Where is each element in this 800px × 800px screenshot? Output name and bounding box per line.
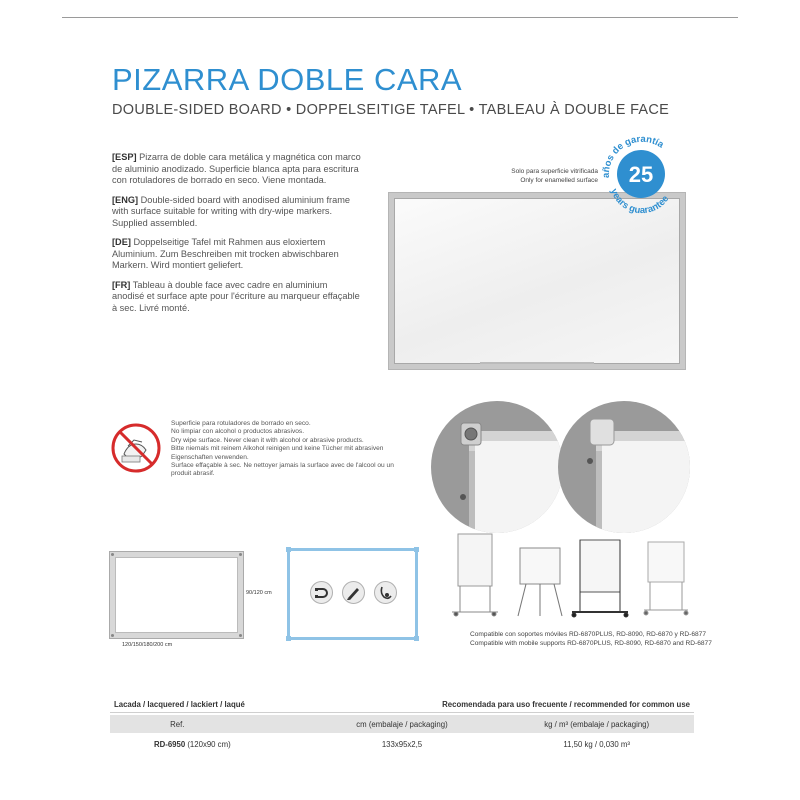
cell-ref: RD-6950 (120x90 cm) bbox=[153, 739, 231, 749]
description-fr: [FR] Tableau à double face avec cadre en aluminium anodisé et surface apte pour l'écriture au marqueur effaçable à sec. Livré monté. bbox=[112, 279, 360, 313]
cell-kg: 11,50 kg / 0,030 m³ bbox=[563, 739, 630, 749]
badge-top-text: años de garantía bbox=[600, 133, 666, 179]
finish-label: Lacada / lacquered / lackiert / laqué bbox=[114, 700, 245, 709]
surface-note: Solo para superficie vitrificada Only for enamelled surface bbox=[511, 168, 598, 184]
stand-2 bbox=[518, 548, 562, 616]
stand-4 bbox=[644, 542, 688, 615]
magnet-icon bbox=[310, 581, 333, 604]
description-esp: [ESP] Pizarra de doble cara metálica y magnética con marco de aluminio anodizado. Superficie blanca apta para escritura con rotuladores de borrado en seco. Viene montada. bbox=[112, 152, 361, 185]
description-eng: [ENG] Double-sided board with anodised aluminium frame with surface suitable for writing with dry-wipe markers. Supplied assembled. bbox=[112, 194, 350, 228]
width-dimension-label: 120/150/180/200 cm bbox=[122, 642, 173, 648]
description-block bbox=[112, 152, 362, 322]
guarantee-badge bbox=[595, 128, 687, 220]
page-title: PIZARRA DOBLE CARA bbox=[112, 62, 463, 97]
spec-top-row bbox=[110, 700, 694, 713]
description-de: [DE] Doppelseitige Tafel mit Rahmen aus eloxiertem Aluminium. Zum Beschreiben mit trocken abwischbaren Markern. Wird montiert geliefert. bbox=[112, 237, 339, 270]
badge-number: 25 bbox=[628, 162, 654, 187]
badge-bottom-text: years guarantee bbox=[608, 187, 672, 217]
cell-cm: 133x95x2,5 bbox=[381, 739, 423, 749]
header-ref: Ref. bbox=[170, 719, 185, 729]
top-divider bbox=[62, 17, 738, 18]
no-alcohol-warning-icon bbox=[110, 422, 162, 474]
height-dimension-label: 90/120 cm bbox=[246, 590, 272, 596]
usage-label: Recomendada para uso frecuente / recommended for common use bbox=[442, 700, 690, 709]
marker-icon bbox=[342, 581, 365, 604]
stand-3 bbox=[572, 540, 628, 617]
board-tray bbox=[480, 362, 594, 364]
dimension-diagram-board bbox=[110, 552, 243, 638]
frame-corner-closeup-1 bbox=[431, 401, 563, 533]
spec-table bbox=[110, 700, 694, 755]
stand-1 bbox=[452, 534, 498, 616]
table-row bbox=[110, 733, 694, 755]
page-subtitle: DOUBLE-SIDED BOARD • DOPPELSEITIGE TAFEL • TABLEAU À DOUBLE FACE bbox=[112, 102, 670, 118]
mobile-stands-image bbox=[452, 528, 692, 618]
features-diagram-board bbox=[287, 548, 418, 640]
cleaning-warning-text: Superficie para rotuladores de borrado en seco. No limpiar con alcohol o productos abrasivos. Dry wipe surface. Never clean it with alcohol or abrasive products. Bitte niemals mit reinem Alkohol reinigen und keine Tücher mit abrasiven Eigenschaften verwenden. Surface effaçable à sec. Ne nettoyer jamais la surface avec de l'alcool ou un produit abrasif. bbox=[171, 420, 394, 478]
spec-header-row bbox=[110, 715, 694, 733]
eraser-icon bbox=[374, 581, 397, 604]
header-cm: cm (embalaje / packaging) bbox=[356, 719, 448, 729]
compatibility-note: Compatible con soportes móviles RD-6870PLUS, RD-8090, RD-6870 y RD-6877 Compatible with mobile supports RD-6870PLUS, RD-8090, RD-6870 and RD-6877 bbox=[470, 631, 712, 647]
frame-corner-closeup-2 bbox=[558, 401, 690, 533]
header-kg: kg / m³ (embalaje / packaging) bbox=[544, 719, 650, 729]
